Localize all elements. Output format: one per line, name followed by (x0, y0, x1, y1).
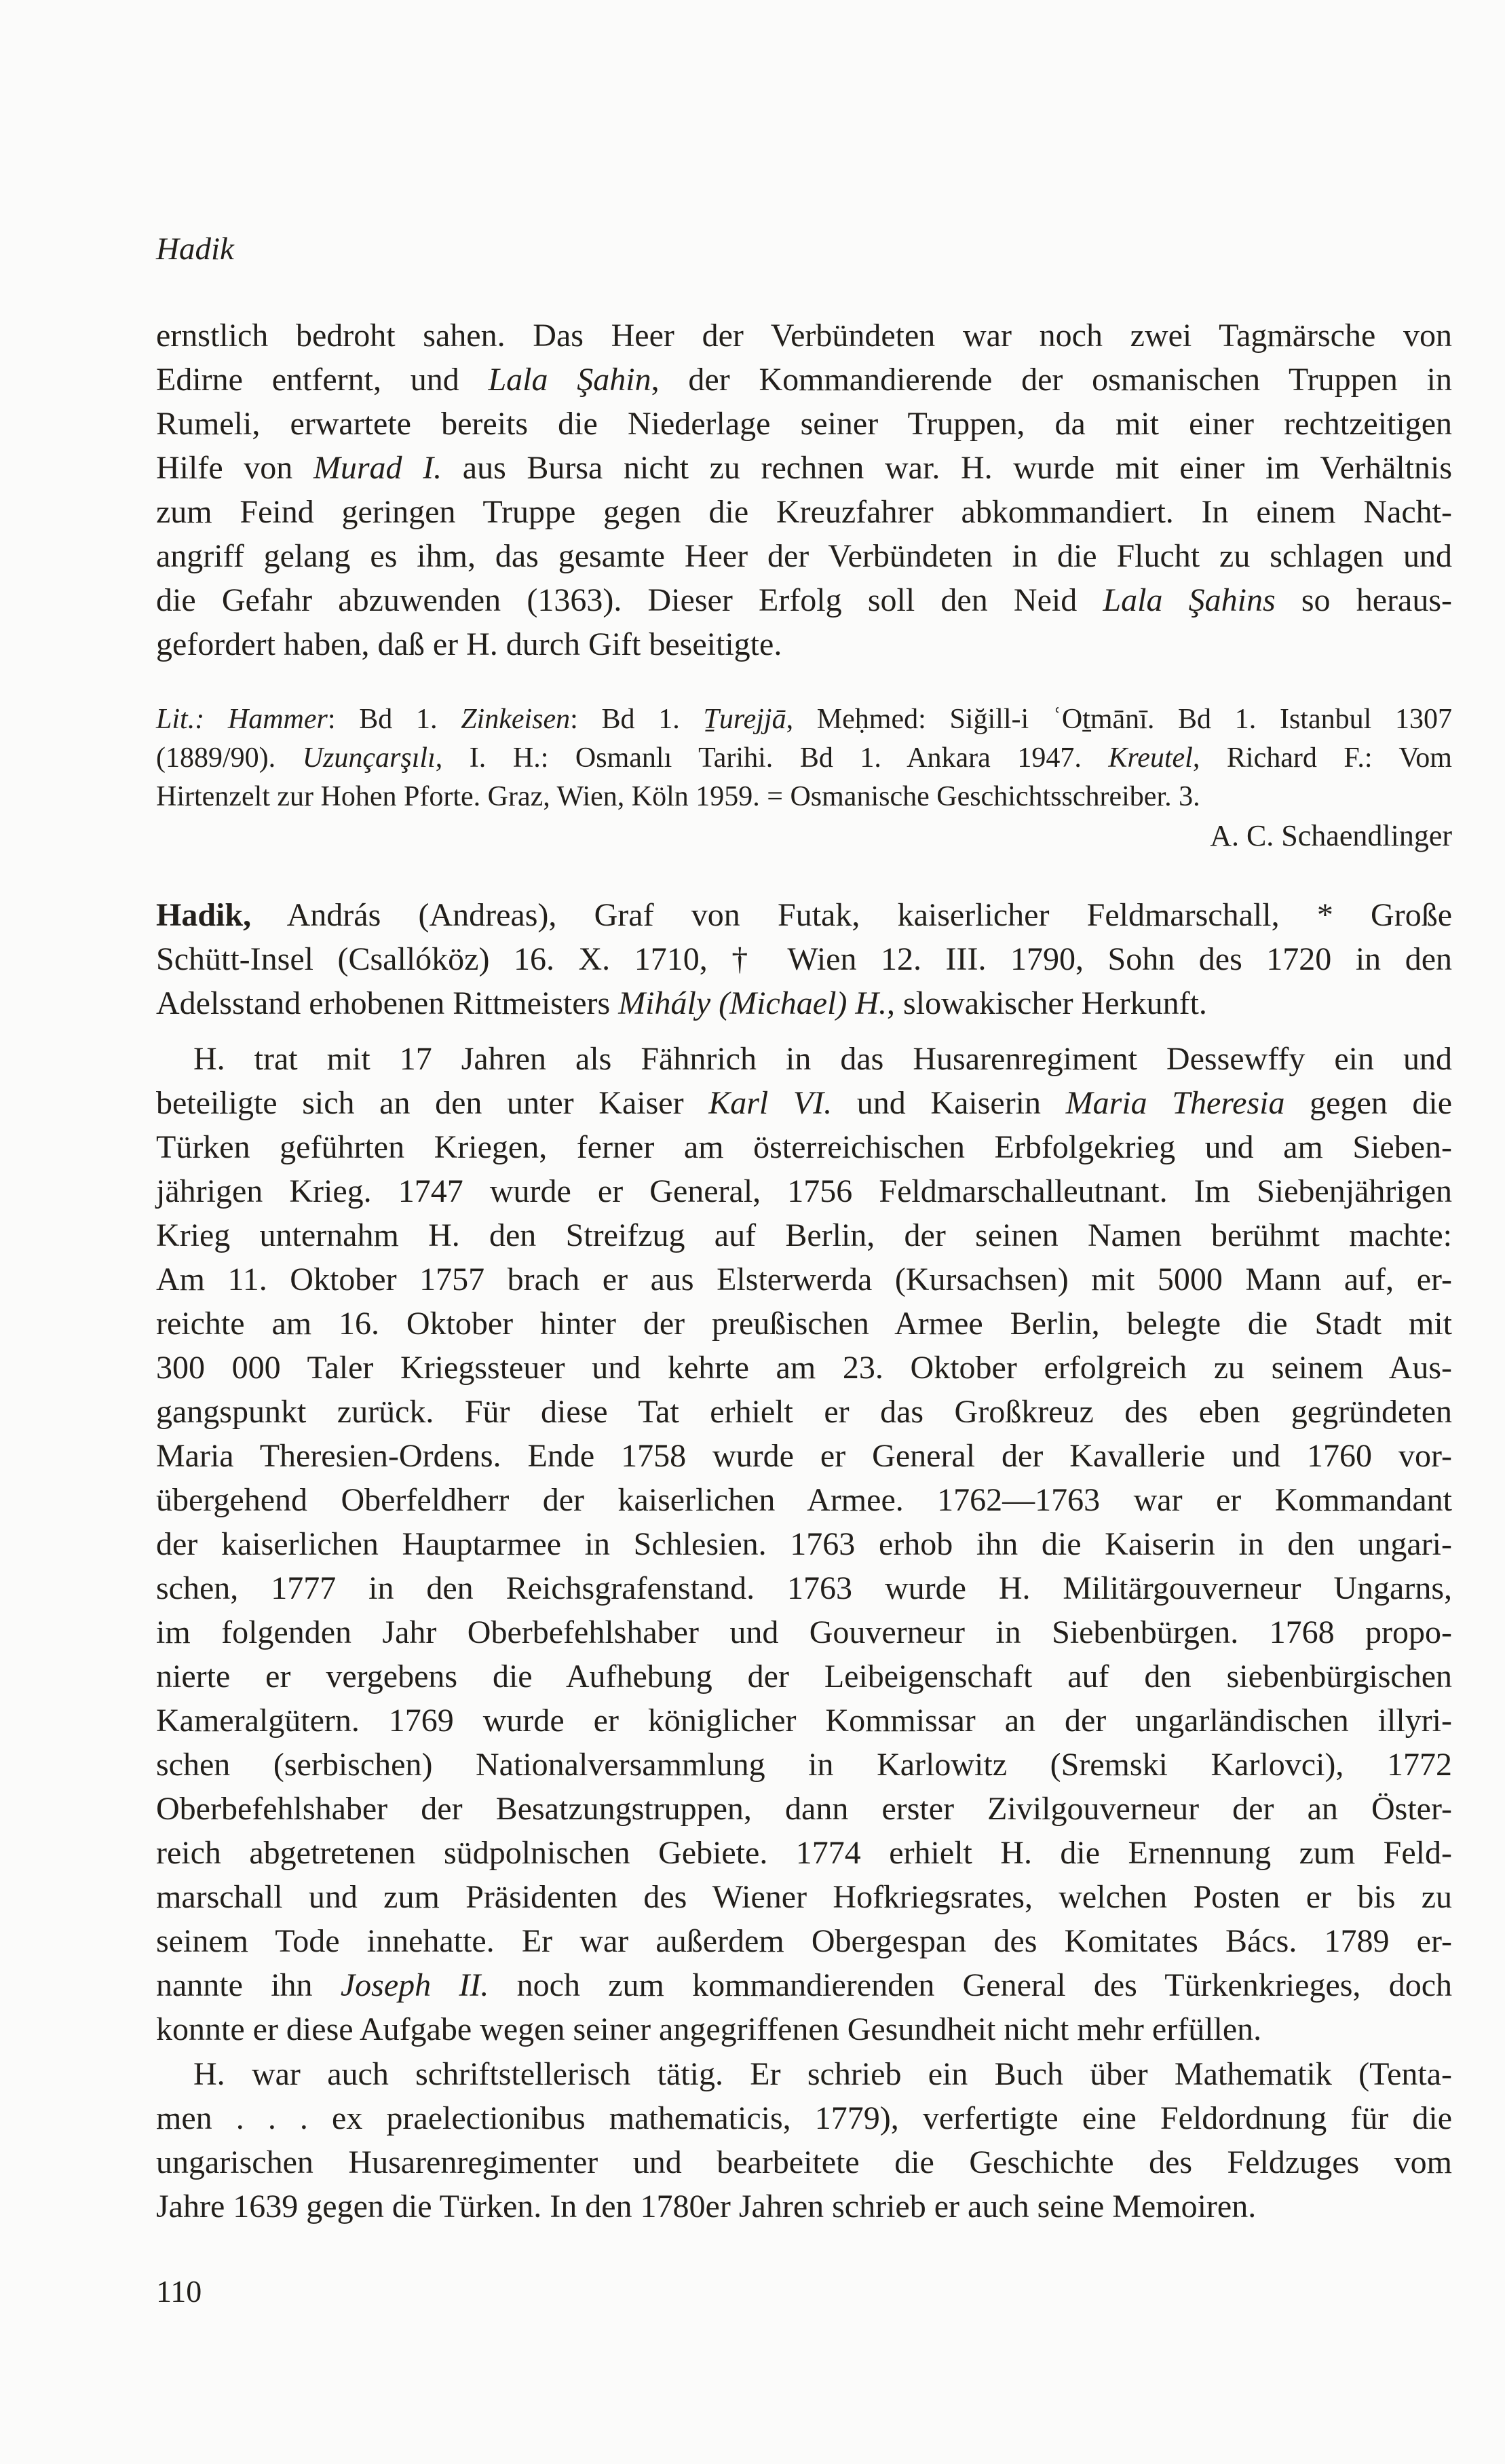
text-line (156, 1346, 1452, 1390)
text-segment: seinem Tode innehatte. Er war außerdem Obergespan des Komitates Bács. 1789 er- (156, 1923, 1452, 1959)
text-line (156, 1566, 1452, 1610)
text-segment: die Gefahr abzuwenden (1363). Dieser Erfolg soll den Neid (156, 582, 1103, 618)
paragraph-writings (156, 2052, 1452, 2229)
text-segment: Maria Theresien-Ordens. Ende 1758 wurde er General der Kavallerie und 1760 vor- (156, 1438, 1452, 1474)
text-line (156, 1390, 1452, 1434)
text-segment: jährigen Krieg. 1747 wurde er General, 1756 Feldmarschalleutnant. Im Siebenjährigen (156, 1173, 1452, 1209)
text-line (156, 1831, 1452, 1875)
text-segment: , Richard F.: Vom (1192, 742, 1452, 774)
text-segment: Am 11. Oktober 1757 brach er aus Elsterwerda (Kursachsen) mit 5000 Mann auf, er- (156, 1262, 1452, 1297)
running-head: Hadik (156, 231, 234, 267)
text-segment: H. war auch schriftstellerisch tätig. Er schrieb ein Buch über Mathematik (Tenta- (193, 2056, 1452, 2092)
text-line (156, 981, 1452, 1025)
text-segment: noch zum kommandierenden General des Türkenkrieges, doch (489, 1967, 1453, 2003)
text-line (156, 534, 1452, 578)
italic-text-segment: Zinkeisen (461, 704, 571, 735)
text-line (156, 1081, 1452, 1125)
text-segment: Hilfe von (156, 450, 313, 486)
italic-text-segment: Murad I. (313, 450, 442, 486)
text-line (156, 402, 1452, 446)
text-line (156, 778, 1452, 816)
text-segment: marschall und zum Präsidenten des Wiener Hofkriegsrates, welchen Posten er bis zu (156, 1879, 1452, 1915)
text-line (156, 578, 1452, 622)
text-line (156, 1654, 1452, 1699)
text-line (156, 1919, 1452, 1963)
text-line (156, 937, 1452, 981)
italic-text-segment: Mihály (Michael) H. (618, 985, 888, 1021)
page-number: 110 (156, 2274, 202, 2309)
text-line (156, 1302, 1452, 1346)
text-segment: , slowakischer Herkunft. (887, 985, 1207, 1021)
text-line (156, 2184, 1452, 2229)
text-segment: im folgenden Jahr Oberbefehlshaber und Gouverneur in Siebenbürgen. 1768 propo- (156, 1614, 1452, 1650)
text-segment: ernstlich bedroht sahen. Das Heer der Verbündeten war noch zwei Tagmärsche von (156, 318, 1452, 354)
text-segment: schen (serbischen) Nationalversammlung in Karlowitz (Sremski Karlovci), 1772 (156, 1747, 1452, 1783)
text-segment: , der Kommandierende der osmanischen Truppen in (651, 362, 1452, 398)
text-line (156, 1699, 1452, 1743)
text-segment: , Meḥmed: Siğill-i ʿOṯmānī. Bd 1. Istanbul 1307 (786, 704, 1452, 735)
text-segment: : Bd 1. (327, 704, 461, 735)
text-segment: , I. H.: Osmanlı Tarihi. Bd 1. Ankara 1947. (435, 742, 1109, 774)
italic-text-segment: Lala Şahin (488, 362, 651, 398)
text-segment: 300 000 Taler Kriegssteuer und kehrte am 23. Oktober erfolgreich zu seinem Aus- (156, 1350, 1452, 1386)
text-segment: Jahre 1639 gegen die Türken. In den 1780er Jahren schrieb er auch seine Memoiren. (156, 2188, 1257, 2224)
paragraph-career (156, 1037, 1452, 2051)
text-segment: Adelsstand erhobenen Rittmeisters (156, 985, 619, 1021)
text-segment: der kaiserlichen Hauptarmee in Schlesien. 1763 erhob ihn die Kaiserin in den ungari- (156, 1526, 1452, 1562)
italic-text-segment: Uzunçarşılı (302, 742, 436, 774)
italic-text-segment: Maria Theresia (1065, 1085, 1285, 1121)
author-signature: A. C. Schaendlinger (1210, 819, 1452, 852)
text-line (156, 1963, 1452, 2007)
text-line (156, 2052, 1452, 2096)
italic-text-segment: Joseph II. (340, 1967, 489, 2003)
text-segment: aus Bursa nicht zu rechnen war. H. wurde mit einer im Verhältnis (442, 450, 1453, 486)
text-segment: nannte ihn (156, 1967, 341, 2003)
text-line (156, 622, 1452, 666)
text-segment: so heraus- (1275, 582, 1453, 618)
italic-text-segment: Kreutel (1108, 742, 1193, 774)
text-segment: gangspunkt zurück. Für diese Tat erhielt er das Großkreuz des eben gegründeten (156, 1394, 1452, 1430)
text-segment: Rumeli, erwartete bereits die Niederlage seiner Truppen, da mit einer rechtzeitigen (156, 406, 1452, 442)
text-line (156, 1875, 1452, 1919)
text-segment: beteiligte sich an den unter Kaiser (156, 1085, 709, 1121)
text-segment: Schütt-Insel (Csallóköz) 16. X. 1710, † Wien 12. III. 1790, Sohn des 1720 in den (156, 941, 1452, 977)
text-segment: Oberbefehlshaber der Besatzungstruppen, dann erster Zivilgouverneur der an Öster- (156, 1791, 1452, 1827)
text-line (156, 2140, 1452, 2184)
text-segment: men . . . ex praelectionibus mathematicis, 1779), verfertigte eine Feldordnung für die (156, 2100, 1452, 2136)
text-line (156, 893, 1452, 937)
text-segment: konnte er diese Aufgabe wegen seiner angegriffenen Gesundheit nicht mehr erfüllen. (156, 2011, 1262, 2047)
text-segment: : Bd 1. (570, 704, 704, 735)
text-line (156, 739, 1452, 778)
text-line (156, 700, 1452, 739)
italic-text-segment: Lit.: Hammer (156, 704, 328, 735)
paragraph-continuation (156, 314, 1452, 666)
text-segment: angriff gelang es ihm, das gesamte Heer der Verbündeten in die Flucht zu schlagen und (156, 538, 1452, 574)
text-segment: reich abgetretenen südpolnischen Gebiete. 1774 erhielt H. die Ernennung zum Feld- (156, 1835, 1452, 1871)
text-line (156, 490, 1452, 534)
italic-text-segment: Karl VI. (708, 1085, 833, 1121)
text-line (156, 1257, 1452, 1302)
text-segment: nierte er vergebens die Aufhebung der Leibeigenschaft auf den siebenbürgischen (156, 1659, 1452, 1694)
text-segment: gefordert haben, daß er H. durch Gift beseitigte. (156, 626, 782, 662)
italic-text-segment: Ṯurejjā (703, 704, 786, 735)
text-segment: ungarischen Husarenregimenter und bearbeitete die Geschichte des Feldzuges vom (156, 2144, 1452, 2180)
text-line (156, 446, 1452, 490)
text-line (156, 358, 1452, 402)
text-segment: und Kaiserin (832, 1085, 1066, 1121)
text-segment: schen, 1777 in den Reichsgrafenstand. 1763 wurde H. Militärgouverneur Ungarns, (156, 1570, 1452, 1606)
text-line (156, 1213, 1452, 1257)
text-segment: reichte am 16. Oktober hinter der preußischen Armee Berlin, belegte die Stadt mit (156, 1306, 1452, 1342)
text-segment: Krieg unternahm H. den Streifzug auf Berlin, der seinen Namen berühmt machte: (156, 1217, 1452, 1253)
text-line (156, 1743, 1452, 1787)
text-segment: András (Andreas), Graf von Futak, kaiserlicher Feldmarschall, * Große (251, 897, 1452, 933)
text-line (156, 1787, 1452, 1831)
text-segment: H. trat mit 17 Jahren als Fähnrich in das Husarenregiment Dessewffy ein und (193, 1041, 1452, 1077)
text-segment: Edirne entfernt, und (156, 362, 489, 398)
text-line (156, 1125, 1452, 1169)
text-segment: Türken geführten Kriegen, ferner am österreichischen Erbfolgekrieg und am Sieben- (156, 1129, 1452, 1165)
text-line (156, 1522, 1452, 1566)
text-line (156, 2096, 1452, 2140)
text-segment: übergehend Oberfeldherr der kaiserlichen Armee. 1762—1763 war er Kommandant (156, 1482, 1452, 1518)
text-line (156, 1434, 1452, 1478)
text-segment: Hirtenzelt zur Hohen Pforte. Graz, Wien, Köln 1959. = Osmanische Geschichtsschreiber. 3. (156, 781, 1200, 812)
text-line (156, 1478, 1452, 1522)
text-line (156, 1169, 1452, 1213)
bold-headword: Hadik, (156, 897, 252, 933)
italic-text-segment: Lala Şahins (1103, 582, 1276, 618)
literature-references (156, 700, 1452, 816)
text-segment: Kameralgütern. 1769 wurde er königlicher Kommissar an der ungarländischen illyri- (156, 1703, 1452, 1739)
text-line (156, 1037, 1452, 1081)
text-segment: gegen die (1284, 1085, 1453, 1121)
text-line (156, 2007, 1452, 2051)
text-line (156, 1610, 1452, 1654)
entry-headword-paragraph (156, 893, 1452, 1025)
text-line (156, 314, 1452, 358)
text-segment: zum Feind geringen Truppe gegen die Kreuzfahrer abkommandiert. In einem Nacht- (156, 494, 1452, 530)
text-segment: (1889/90). (156, 742, 303, 774)
